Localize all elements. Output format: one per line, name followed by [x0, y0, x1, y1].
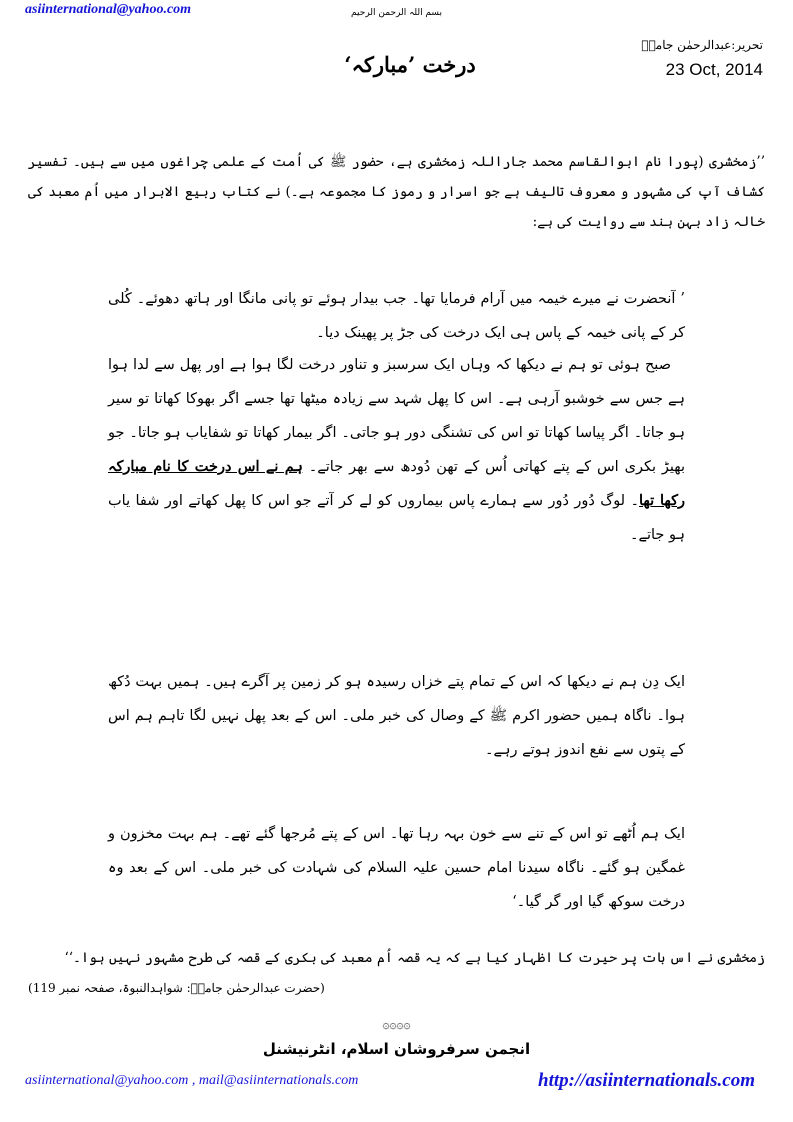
bismillah: بسم اللہ الرحمن الرحیم: [351, 8, 442, 18]
footer-email-links[interactable]: asiinternational@yahoo.com , mail@asiinternationals.com: [25, 1073, 359, 1088]
header-email-link[interactable]: asiinternational@yahoo.com: [25, 2, 192, 17]
footer-website-link[interactable]: http://asiinternationals.com: [538, 1070, 755, 1091]
ornament-divider-icon: ۞۞۞۞: [382, 1017, 411, 1031]
quote-paragraph-2: [108, 348, 685, 552]
source-citation-text: (حضرت عبدالرحمٰن جامیؒ: شواہدالنبوۃ، صفحہ نمبر 119): [28, 981, 325, 995]
emphasized-tree-name: ہم نے اس درخت کا نام مبارکہ رکھا تھا: [108, 458, 686, 509]
quote-paragraph-2-start: صبح ہوئی تو ہم نے دیکھا کہ وہاں ایک سرسبز و تناور درخت لگا ہوا ہے اور پھل سے لدا ہوا ہے جس سے خوشبو آرہی ہے۔ اس کا پھل شہد سے زیادہ میٹھا تھا جسے اگر بھوکا کھاتا تو سیر ہو جاتا۔ اگر پیاسا کھاتا تو اس کی تشنگی دور ہو جاتی۔ اگر بیمار کھاتا تو شفایاب ہو جاتا۔ جو بھیڑ بکری اس کے پتے کھاتی اُس کے تھن دُودھ سے بھر جاتے۔: [108, 357, 685, 475]
intro-paragraph: ’’زمخشری (پورا نام ابوالقاسم محمد جاراللہ زمخشری ہے، حضور ﷺ کی اُمت کے علمی چراغوں میں سے ہیں۔ تفسیر کشاف آپ کی مشہور و معروف تالیف ہے جو اسرار و رموز کا مجموعہ ہے۔) نے کتاب ربیع الابرار میں اُم معبد کی خالہ زاد بہن ہند سے روایت کی ہے:: [28, 154, 765, 230]
quote-paragraph-2-end: ۔ لوگ دُور دُور سے ہمارے پاس بیماروں کو لے کر آتے جو اس کا پھل کھاتے اور شفا یاب ہو جاتے۔: [108, 493, 685, 543]
publish-date: 23 Oct, 2014: [665, 60, 763, 79]
quote-paragraph-3: ایک دِن ہم نے دیکھا کہ اس کے تمام پتے خزاں رسیدہ ہو کر زمین پر آگرے ہیں۔ ہمیں بہت دُکھ ہوا۔ ناگاہ ہمیں حضور اکرم ﷺ کے وصال کی خبر ملی۔ اس کے بعد پھل نہیں لگا تاہم ہم اس کے پتوں سے نفع اندوز ہوتے رہے۔: [108, 674, 685, 758]
quote-paragraph-4: ایک ہم اُٹھے تو اس کے تنے سے خون بہہ رہا تھا۔ اس کے پتے مُرجھا گئے تھے۔ ہم بہت مخزون و غمگین ہو گئے۔ ناگاہ سیدنا امام حسین علیہ السلام کی شہادت کی خبر ملی۔ اس کے بعد وہ درخت سوکھ گیا اور گر گیا۔‘: [108, 826, 685, 910]
source-citation: [28, 975, 765, 1001]
page-title: درخت ’مبارکہ‘: [344, 52, 476, 77]
closing-paragraph: زمخشری نے اس بات پر حیرت کا اظہار کیا ہے کہ یہ قصہ اُم معبد کی بکری کے قصہ کی طرح مشہور نہیں ہوا۔‘‘: [64, 950, 765, 966]
quote-paragraph-1: ’ آنحضرت نے میرے خیمہ میں آرام فرمایا تھا۔ جب بیدار ہوئے تو پانی مانگا اور ہاتھ دھوئے۔ کُلی کر کے پانی خیمہ کے پاس ہی ایک درخت کی جڑ پر پھینک دیا۔: [108, 291, 685, 341]
organization-name: انجمن سرفروشان اسلام، انٹرنیشنل: [262, 1040, 531, 1058]
author-byline: تحریر:عبدالرحمٰن جامیؒ: [641, 38, 763, 52]
